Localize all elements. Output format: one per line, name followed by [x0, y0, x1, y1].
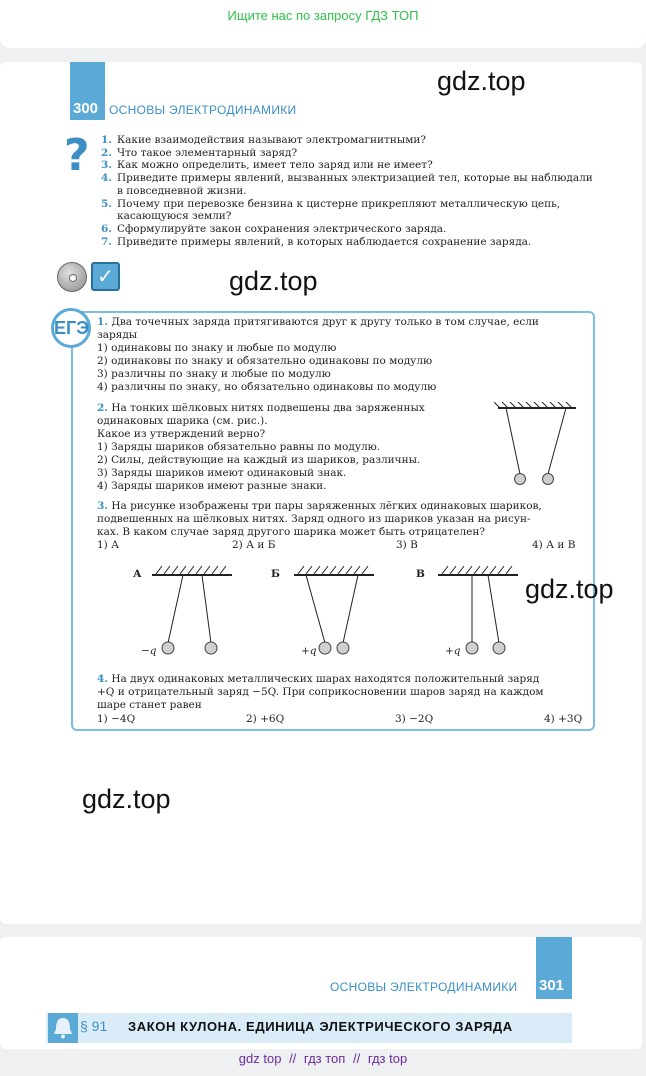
watermark: gdz.top — [82, 784, 171, 814]
footer-link[interactable]: гдз топ — [303, 1051, 346, 1066]
test4-option: 4) +3Q — [544, 713, 583, 725]
section-number: § 91 — [80, 1018, 108, 1034]
test2-option: 3) Заряды шариков имеют одинаковый знак. — [97, 467, 347, 479]
footer-link[interactable]: gdz top — [238, 1051, 282, 1066]
test2-figure — [494, 402, 580, 488]
question-mark-icon: ? — [64, 130, 90, 181]
question-item: 4. Приведите примеры явлений, вызванных электризацией тел, которые вы наблюдали в повседневной жизни. — [101, 172, 593, 197]
test4-option: 3) −2Q — [395, 713, 434, 725]
figure-label-a: А — [133, 568, 142, 580]
test1-option: 3) различны по знаку и любые по модулю — [97, 368, 331, 380]
test1-stem-cont: заряды — [97, 329, 138, 341]
question-item: 5. Почему при перевозке бензина к цистерне прикрепляют металлическую цепь, касающуюся земли? — [101, 197, 561, 223]
test2-stem: 2. На тонких шёлковых нитях подвешены два заряженных — [97, 402, 425, 414]
footer-link[interactable]: гдз top — [367, 1051, 408, 1066]
test1-option: 2) одинаковы по знаку и обязательно одинаковы по модулю — [97, 355, 433, 367]
disc-icon — [57, 262, 87, 292]
test3-option: 3) В — [396, 539, 418, 551]
question-item: 2. Что такое элементарный заряд? — [101, 146, 298, 159]
test1-option: 4) различны по знаку, но обязательно одинаковы по модулю — [97, 381, 437, 393]
test2-stem-cont: одинаковых шарика (см. рис.). — [97, 415, 268, 427]
figure-label-b: Б — [271, 568, 280, 580]
test2-option: 1) Заряды шариков обязательно равны по модулю. — [97, 441, 381, 453]
section-title: ЗАКОН КУЛОНА. ЕДИНИЦА ЭЛЕКТРИЧЕСКОГО ЗАРЯДА — [128, 1019, 513, 1034]
test3-option: 4) А и В — [532, 539, 576, 551]
test2-option: 2) Силы, действующие на каждый из шариков, различны. — [97, 454, 421, 466]
test3-stem: 3. На рисунке изображены три пары заряженных лёгких одинаковых шариков, — [97, 500, 542, 512]
running-head: ОСНОВЫ ЭЛЕКТРОДИНАМИКИ — [330, 980, 518, 994]
test4-option: 1) −4Q — [97, 713, 136, 725]
watermark: gdz.top — [229, 266, 318, 296]
test3-figure-a — [150, 564, 234, 660]
question-item: 7. Приведите примеры явлений, в которых наблюдается сохранение заряда. — [101, 235, 532, 248]
test3-option: 1) А — [97, 539, 120, 551]
review-questions — [101, 134, 601, 248]
running-head: ОСНОВЫ ЭЛЕКТРОДИНАМИКИ — [109, 103, 297, 117]
bell-icon — [48, 1013, 78, 1043]
test3-stem-cont: подвешенных на шёлковых нитях. Заряд одного из шариков указан на рисун- — [97, 513, 531, 525]
checkbox-icon: ✓ — [91, 262, 120, 291]
watermark: gdz.top — [525, 574, 614, 604]
test2-question: Какое из утверждений верно? — [97, 428, 266, 440]
footer-links — [0, 1051, 646, 1066]
ege-badge-icon: ЕГЭ — [51, 308, 91, 348]
test4-stem: 4. На двух одинаковых металлических шарах находятся положительный заряд — [97, 673, 540, 685]
top-banner — [0, 0, 646, 48]
test1-option: 1) одинаковы по знаку и любые по модулю — [97, 342, 337, 354]
test3-stem-cont: ках. В каком случае заряд другого шарика может быть отрицателен? — [97, 526, 485, 538]
charge-label: +q — [445, 645, 461, 657]
question-item: 3. Как можно определить, имеет тело заряд или не имеет? — [101, 159, 433, 172]
charge-label: +q — [301, 645, 317, 657]
footer-separator: // — [352, 1051, 361, 1066]
page-number: 300 — [73, 100, 99, 117]
watermark: gdz.top — [437, 66, 526, 96]
charge-label: −q — [141, 645, 157, 657]
test2-option: 4) Заряды шариков имеют разные знаки. — [97, 480, 327, 492]
test4-stem-cont: шаре станет равен — [97, 699, 202, 711]
search-hint-link[interactable]: Ищите нас по запросу ГДЗ ТОП — [227, 8, 419, 23]
test4-option: 2) +6Q — [246, 713, 285, 725]
question-item: 1. Какие взаимодействия называют электромагнитными? — [101, 134, 426, 146]
test4-stem-cont: +Q и отрицательный заряд −5Q. При соприкосновении шаров заряд на каждом — [97, 686, 544, 698]
test3-option: 2) А и Б — [232, 539, 276, 551]
test1-stem: 1. Два точечных заряда притягиваются друг к другу только в том случае, если — [97, 316, 539, 328]
footer-separator: // — [289, 1051, 297, 1066]
page-number: 301 — [539, 977, 565, 994]
question-item: 6. Сформулируйте закон сохранения электрического заряда. — [101, 222, 447, 235]
figure-label-v: В — [416, 568, 425, 580]
